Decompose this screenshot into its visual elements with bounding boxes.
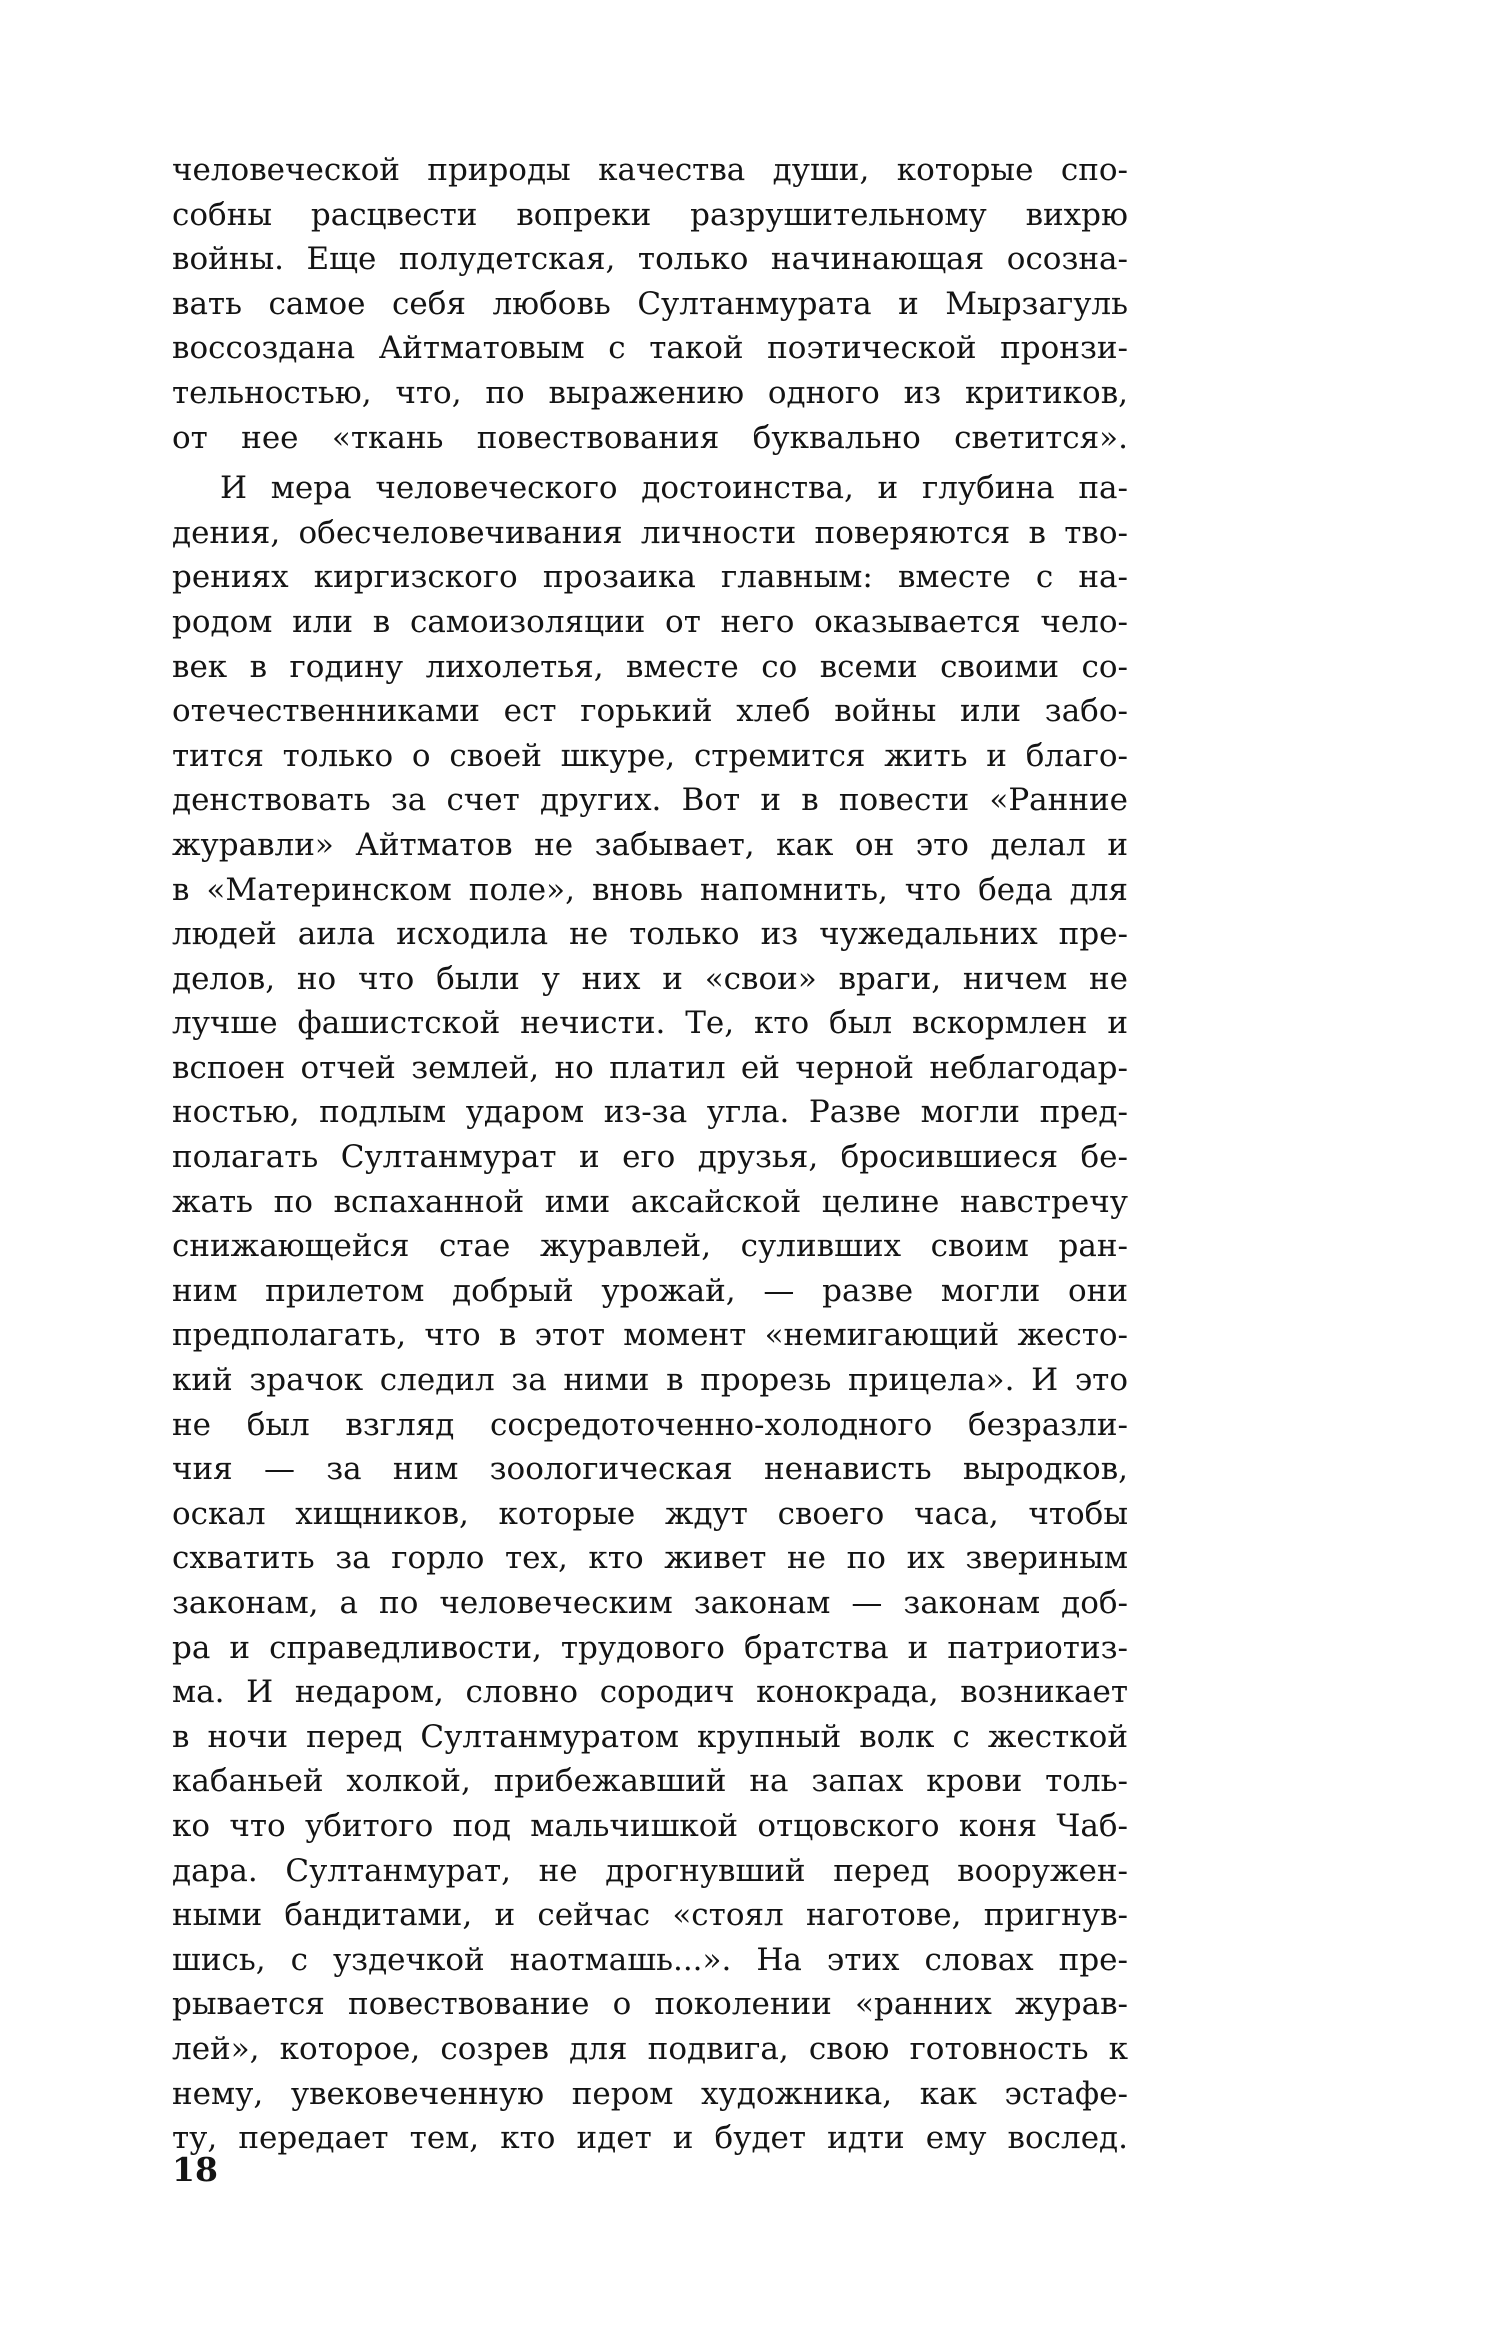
text-line: в ночи перед Султанмуратом крупный волк с жесткой (172, 1718, 1128, 1755)
text-line: ма. И недаром, словно сородич конокрада, возникает (172, 1674, 1128, 1711)
text-line: журавли» Айтматов не забывает, как он это делал и (172, 826, 1128, 863)
text-line: вать самое себя любовь Султанмурата и Мырзагуль (172, 285, 1128, 322)
text-line: И мера человеческого достоинства, и глубина па- (220, 470, 1128, 507)
text-line: ными бандитами, и сейчас «стоял наготове, пригнув- (172, 1897, 1128, 1934)
text-line: ним прилетом добрый урожай, — разве могли они (172, 1272, 1128, 1309)
text-line: чия — за ним зоологическая ненависть выродков, (172, 1451, 1128, 1488)
text-line: предполагать, что в этот момент «немигающий жесто- (172, 1317, 1128, 1354)
text-line: воссоздана Айтматовым с такой поэтической пронзи- (172, 330, 1128, 367)
text-line: родом или в самоизоляции от него оказывается чело- (172, 603, 1128, 640)
text-line: схватить за горло тех, кто живет не по их звериным (172, 1540, 1128, 1577)
text-line: кабаньей холкой, прибежавший на запах крови толь- (172, 1763, 1128, 1800)
text-line: лей», которое, созрев для подвига, свою готовность к (172, 2030, 1128, 2067)
text-line: оскал хищников, которые ждут своего часа, чтобы (172, 1495, 1128, 1532)
text-line: тельностью, что, по выражению одного из критиков, (172, 374, 1128, 411)
text-line: ностью, подлым ударом из-за угла. Разве могли пред- (172, 1094, 1128, 1131)
text-line: вспоен отчей землей, но платил ей черной неблагодар- (172, 1049, 1128, 1086)
page-number: 18 (172, 2150, 218, 2189)
text-line: век в годину лихолетья, вместе со всеми своими со- (172, 648, 1128, 685)
text-line: рывается повествование о поколении «ранних журав- (172, 1986, 1128, 2023)
text-line: жать по вспаханной ими аксайской целине навстречу (172, 1183, 1128, 1220)
text-line: нему, увековеченную пером художника, как эстафе- (172, 2075, 1128, 2112)
text-line: лучше фашистской нечисти. Те, кто был вскормлен и (172, 1005, 1128, 1042)
text-line: ра и справедливости, трудового братства и патриотиз- (172, 1629, 1128, 1666)
text-line: не был взгляд сосредоточенно-холодного безразли- (172, 1406, 1128, 1443)
text-line: собны расцвести вопреки разрушительному вихрю (172, 196, 1128, 233)
text-line: тится только о своей шкуре, стремится жить и благо- (172, 737, 1128, 774)
text-line: законам, а по человеческим законам — законам доб- (172, 1585, 1128, 1621)
text-line: кий зрачок следил за ними в прорезь прицела». И это (172, 1362, 1128, 1399)
text-line: дения, обесчеловечивания личности поверяются в тво- (172, 514, 1128, 551)
text-line: ту, передает тем, кто идет и будет идти ему вослед. (172, 2120, 1128, 2157)
text-line: полагать Султанмурат и его друзья, бросившиеся бе- (172, 1139, 1128, 1176)
text-line: отечественниками ест горький хлеб войны или забо- (172, 693, 1128, 730)
text-line: рениях киргизского прозаика главным: вместе с на- (172, 559, 1128, 596)
text-line: людей аила исходила не только из чужедальних пре- (172, 916, 1128, 953)
text-line: снижающейся стае журавлей, суливших своим ран- (172, 1228, 1128, 1265)
page-body (172, 148, 1128, 2161)
text-line: человеческой природы качества души, которые спо- (172, 152, 1128, 188)
text-line: делов, но что были у них и «свои» враги, ничем не (172, 960, 1128, 997)
text-line: денствовать за счет других. Вот и в повести «Ранние (172, 782, 1128, 819)
paragraph (172, 466, 1128, 2161)
text-line: шись, с уздечкой наотмашь...». На этих словах пре- (172, 1941, 1128, 1978)
paragraph (172, 148, 1128, 460)
text-line: в «Материнском поле», вновь напомнить, что беда для (172, 871, 1128, 908)
text-line: дара. Султанмурат, не дрогнувший перед вооружен- (172, 1852, 1128, 1889)
text-line: войны. Еще полудетская, только начинающая осозна- (172, 241, 1128, 278)
text-line: ко что убитого под мальчишкой отцовского коня Чаб- (172, 1807, 1128, 1844)
text-line: от нее «ткань повествования буквально светится». (172, 419, 1128, 456)
